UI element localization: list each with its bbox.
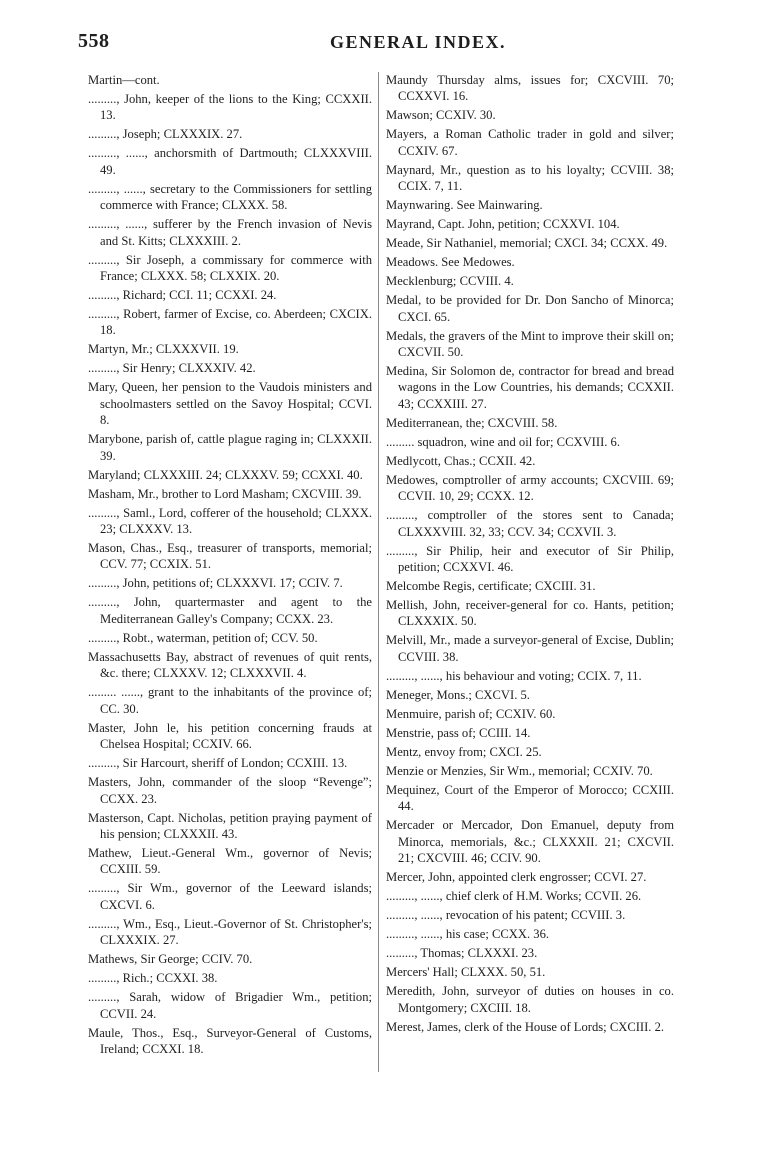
index-entry: ........., Richard; CCI. 11; CCXXI. 24. (88, 288, 277, 303)
index-entry: Maynard, Mr., question as to his loyalty; CCVIII. 38; CCIX. 7, 11. (386, 162, 674, 194)
index-entry: Medal, to be provided for Dr. Don Sancho of Minorca; CXCI. 65. (386, 293, 674, 324)
index-entry: Mayrand, Capt. John, petition; CCXXVI. 104. (386, 217, 620, 232)
index-entry: ........., ......, secretary to the Commissioners for settling commerce with France; CLXXX. 58. (88, 181, 372, 213)
column-divider (378, 72, 379, 1072)
index-entry: ........., comptroller of the stores sent to Canada; CLXXXVIII. 32, 33; CCV. 34; CCXVII. 3. (386, 508, 674, 539)
index-entry: Medowes, comptroller of army accounts; CXCVIII. 69; CCVII. 10, 29; CCXX. 12. (386, 472, 674, 504)
index-entry: ........., Sir Wm., governor of the Leeward islands; CXCVI. 6. (88, 881, 372, 912)
index-entry: ........., Sir Henry; CLXXXIV. 42. (88, 361, 256, 376)
index-entry: ........., Saml., Lord, cofferer of the household; CLXXX. 23; CLXXXV. 13. (88, 505, 372, 537)
index-entry: Massachusetts Bay, abstract of revenues of quit rents, &c. there; CLXXXV. 12; CLXXXVII. 4. (88, 649, 372, 681)
index-entry: Mercader or Mercador, Don Emanuel, deputy from Minorca, memorials, &c.; CLXXXII. 21; CXCVII. 21; CXCVIII. 46; CCIV. 90. (386, 818, 674, 866)
index-entry: Martyn, Mr.; CLXXXVII. 19. (88, 342, 239, 357)
index-entry: Mary, Queen, her pension to the Vaudois ministers and schoolmasters settled on the Savoy Hospital; CCVI. 8. (88, 380, 372, 428)
index-entry: Mediterranean, the; CXCVIII. 58. (386, 415, 558, 430)
index-entry: Medlycott, Chas.; CCXII. 42. (386, 453, 536, 468)
index-entry: ........., Robt., waterman, petition of; CCV. 50. (88, 630, 318, 645)
index-entry: Marybone, parish of, cattle plague raging in; CLXXXII. 39. (88, 432, 372, 463)
index-entry: ........., ......, revocation of his patent; CCVIII. 3. (386, 908, 626, 923)
index-entry: ......... ......, grant to the inhabitants of the province of; CC. 30. (88, 685, 372, 716)
index-entry: Mecklenburg; CCVIII. 4. (386, 274, 514, 289)
page-number: 558 (78, 30, 110, 52)
index-entry: Melvill, Mr., made a surveyor-general of Excise, Dublin; CCVIII. 38. (386, 633, 674, 664)
index-entry: Melcombe Regis, certificate; CXCIII. 31. (386, 579, 596, 594)
index-entry: ........., Joseph; CLXXXIX. 27. (88, 127, 243, 142)
index-entry: Medina, Sir Solomon de, contractor for bread and bread wagons in the Low Countries, his demands; CCXXII. 43; CCXXIII. 27. (386, 364, 674, 411)
index-entry: ........., Thomas; CLXXXI. 23. (386, 946, 538, 961)
index-entry: ........., John, quartermaster and agent to the Mediterranean Galley's Company; CCXX. 23. (88, 595, 372, 626)
index-entry: Meade, Sir Nathaniel, memorial; CXCI. 34; CCXX. 49. (386, 236, 668, 251)
index-column-right (386, 72, 674, 1038)
index-entry: Mellish, John, receiver-general for co. Hants, petition; CLXXXIX. 50. (386, 598, 674, 629)
index-entry: Meredith, John, surveyor of duties on houses in co. Montgomery; CXCIII. 18. (386, 984, 674, 1015)
page-title: GENERAL INDEX. (329, 32, 507, 52)
index-entry: ........., ......, his behaviour and voting; CCIX. 7, 11. (386, 668, 642, 683)
page-header (78, 30, 698, 60)
index-entry: Meadows. See Medowes. (386, 255, 515, 270)
index-entry: ........., ......, his case; CCXX. 36. (386, 927, 550, 942)
index-entry: Masterson, Capt. Nicholas, petition praying payment of his pension; CLXXXII. 43. (88, 810, 372, 841)
index-entry: ........., John, keeper of the lions to the King; CCXXII. 13. (88, 92, 372, 123)
index-entry: ........., ......, sufferer by the French invasion of Nevis and St. Kitts; CLXXXIII. 2. (88, 217, 372, 248)
index-entry: ........., Wm., Esq., Lieut.-Governor of St. Christopher's; CLXXXIX. 27. (88, 916, 372, 948)
index-entry: Mercers' Hall; CLXXX. 50, 51. (386, 965, 546, 980)
index-entry: ........., Sir Joseph, a commissary for commerce with France; CLXXX. 58; CLXXIX. 20. (88, 252, 372, 284)
index-column-left (88, 72, 372, 1060)
index-entry: ......... squadron, wine and oil for; CCXVIII. 6. (386, 434, 620, 449)
index-entry: Merest, James, clerk of the House of Lords; CXCIII. 2. (386, 1019, 665, 1034)
index-entry: Mentz, envoy from; CXCI. 25. (386, 744, 542, 759)
index-entry: Martin—cont. (88, 73, 160, 87)
index-entry: Mathew, Lieut.-General Wm., governor of Nevis; CCXIII. 59. (88, 845, 372, 877)
index-entry: Mayers, a Roman Catholic trader in gold and silver; CCXIV. 67. (386, 127, 674, 158)
index-entry: Masham, Mr., brother to Lord Masham; CXCVIII. 39. (88, 486, 362, 501)
index-entry: Meneger, Mons.; CXCVI. 5. (386, 687, 530, 702)
index-entry: ........., ......, anchorsmith of Dartmouth; CLXXXVIII. 49. (88, 146, 372, 177)
index-entry: ........., ......, chief clerk of H.M. Works; CCVII. 26. (386, 889, 642, 904)
index-entry: ........., Sir Harcourt, sheriff of London; CCXIII. 13. (88, 756, 348, 771)
index-entry: ........., Rich.; CCXXI. 38. (88, 971, 218, 986)
index-entry: ........., John, petitions of; CLXXXVI. 17; CCIV. 7. (88, 576, 343, 591)
index-entry: Menmuire, parish of; CCXIV. 60. (386, 706, 556, 721)
index-entry: Menstrie, pass of; CCIII. 14. (386, 725, 531, 740)
index-entry: Mason, Chas., Esq., treasurer of transports, memorial; CCV. 77; CCXIX. 51. (88, 541, 372, 572)
index-entry: ........., Sarah, widow of Brigadier Wm., petition; CCVII. 24. (88, 990, 372, 1021)
index-entry: Mequinez, Court of the Emperor of Morocco; CCXIII. 44. (386, 782, 674, 814)
index-entry: Medals, the gravers of the Mint to improve their skill on; CXCVII. 50. (386, 328, 674, 360)
index-entry: ........., Robert, farmer of Excise, co. Aberdeen; CXCIX. 18. (88, 307, 372, 338)
index-entry: Master, John le, his petition concerning frauds at Chelsea Hospital; CCXIV. 66. (88, 720, 372, 752)
index-entry: Menzie or Menzies, Sir Wm., memorial; CCXIV. 70. (386, 763, 653, 778)
index-entry: Maule, Thos., Esq., Surveyor-General of Customs, Ireland; CCXXI. 18. (88, 1025, 372, 1056)
index-entry: Maryland; CLXXXIII. 24; CLXXXV. 59; CCXXI. 40. (88, 467, 363, 482)
index-entry: ........., Sir Philip, heir and executor of Sir Philip, petition; CCXXVI. 46. (386, 543, 674, 575)
index-entry: Maundy Thursday alms, issues for; CXCVIII. 70; CCXXVI. 16. (386, 73, 674, 104)
index-entry: Masters, John, commander of the sloop “Revenge”; CCXX. 23. (88, 775, 372, 806)
index-entry: Mercer, John, appointed clerk engrosser; CCVI. 27. (386, 870, 647, 885)
index-entry: Mawson; CCXIV. 30. (386, 108, 496, 123)
index-entry: Maynwaring. See Mainwaring. (386, 198, 543, 213)
index-entry: Mathews, Sir George; CCIV. 70. (88, 952, 253, 967)
